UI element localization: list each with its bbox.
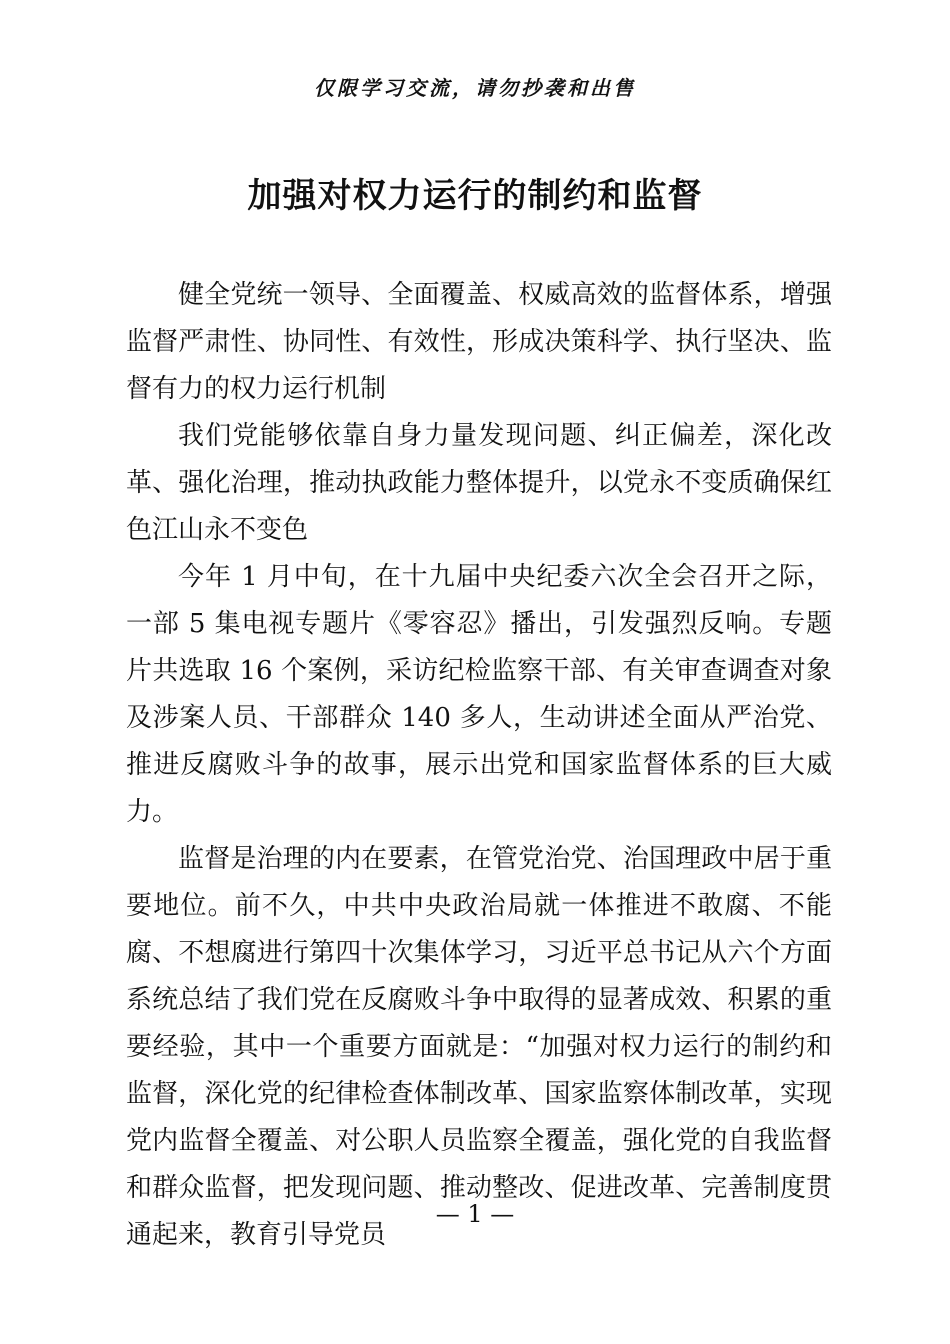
paragraph: 我们党能够依靠自身力量发现问题、纠正偏差，深化改革、强化治理，推动执政能力整体提升，以党永不变质确保红色江山永不变色 [126, 421, 832, 545]
paragraph: 健全党统一领导、全面覆盖、权威高效的监督体系，增强监督严肃性、协同性、有效性，形成决策科学、执行坚决、监督有力的权力运行机制 [126, 280, 832, 404]
page-title: 加强对权力运行的制约和监督 [247, 176, 703, 216]
paragraph: 监督是治理的内在要素，在管党治党、治国理政中居于重要地位。前不久，中共中央政治局就一体推进不敢腐、不能腐、不想腐进行第四十次集体学习，习近平总书记从六个方面系统总结了我们党在反腐败斗争中取得的显著成效、积累的重要经验，其中一个重要方面就是：“加强对权力运行的制约和监督，深化党的纪律检查体制改革、国家监察体制改革，实现党内监督全覆盖、对公职人员监察全覆盖，强化党的自我监督和群众监督，把发现问题、推动整改、促进改革、完善制度贯通起来，教育引导党员 [126, 844, 832, 1250]
body-text [126, 272, 832, 1259]
page-number: — 1 — [435, 1200, 515, 1228]
paragraph: 今年 1 月中旬，在十九届中央纪委六次全会召开之际，一部 5 集电视专题片《零容忍》播出，引发强烈反响。专题片共选取 16 个案例，采访纪检监察干部、有关审查调查对象及涉案人员、干部群众 140 多人，生动讲述全面从严治党、推进反腐败斗争的故事，展示出党和国家监督体系的巨大威力。 [126, 562, 832, 827]
watermark-header: 仅限学习交流，请勿抄袭和出售 [314, 76, 636, 100]
